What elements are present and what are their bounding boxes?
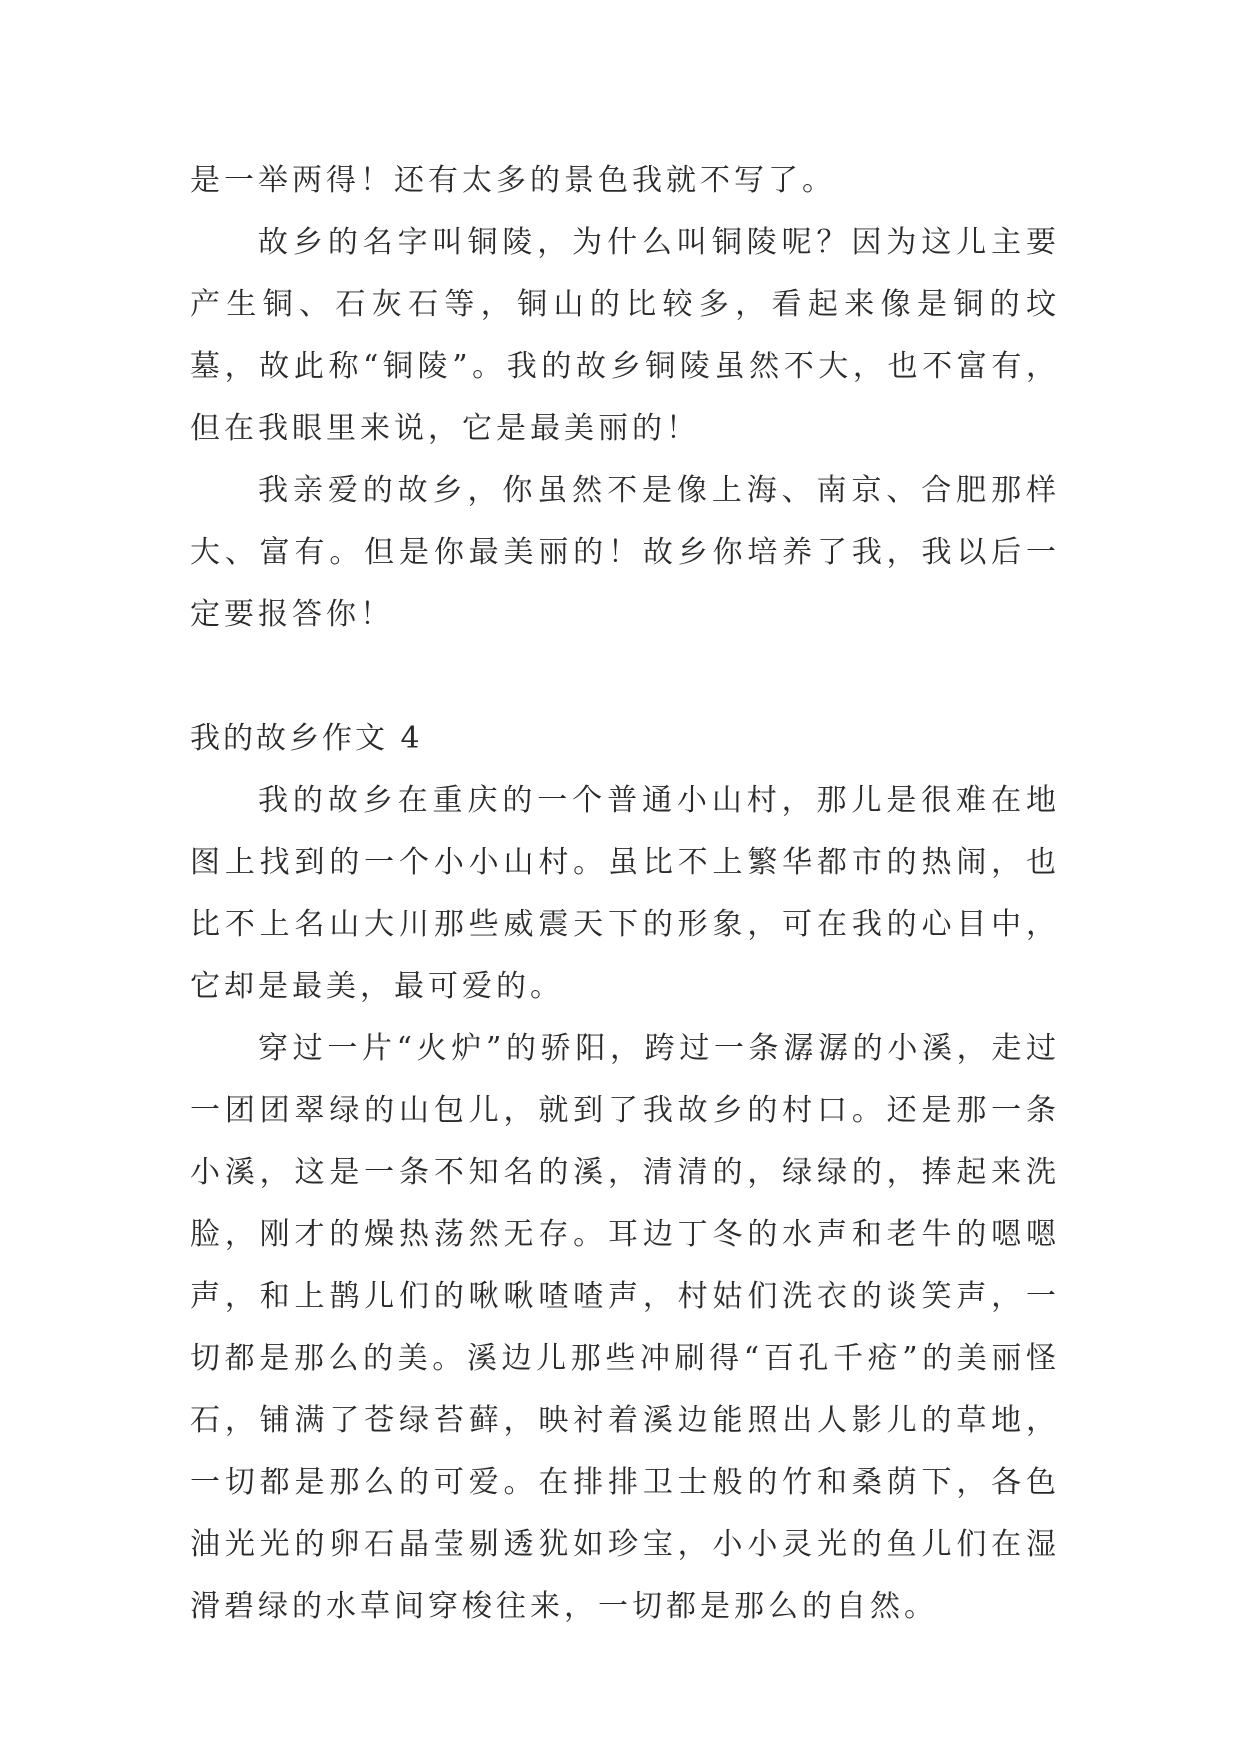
paragraph-stream-description: 穿过一片“火炉”的骄阳，跨过一条潺潺的小溪，走过一团团翠绿的山包儿，就到了我故乡的村口。还是那一条小溪，这是一条不知名的溪，清清的，绿绿的，捧起来洗脸，刚才的燥热荡然无存。耳边丁冬的水声和老牛的嗯嗯声，和上鹊儿们的啾啾喳喳声，村姑们洗衣的谈笑声，一切都是那么的美。溪边儿那些冲刷得“百孔千疮”的美丽怪石，铺满了苍绿苔藓，映衬着溪边能照出人影儿的草地，一切都是那么的可爱。在排排卫士般的竹和桑荫下，各色油光光的卵石晶莹剔透犹如珍宝，小小灵光的鱼儿们在湿滑碧绿的水草间穿梭往来，一切都是那么的自然。 [190,1031,1060,1624]
document-body [190,150,1060,1638]
paragraph-dear-hometown: 我亲爱的故乡，你虽然不是像上海、南京、合肥那样大、富有。但是你最美丽的！故乡你培养了我，我以后一定要报答你！ [190,473,1060,632]
paragraph-chongqing-village: 我的故乡在重庆的一个普通小山村，那儿是很难在地图上找到的一个小小山村。虽比不上繁华都市的热闹，也比不上名山大川那些威震天下的形象，可在我的心目中，它却是最美，最可爱的。 [190,783,1060,1004]
paragraph-tongling-name: 故乡的名字叫铜陵，为什么叫铜陵呢？因为这儿主要产生铜、石灰石等，铜山的比较多，看起来像是铜的坟墓，故此称“铜陵”。我的故乡铜陵虽然不大，也不富有，但在我眼里来说，它是最美丽的！ [190,225,1060,446]
section-heading: 我的故乡作文 4 [190,721,423,756]
paragraph-continuation: 是一举两得！还有太多的景色我就不写了。 [190,163,836,198]
